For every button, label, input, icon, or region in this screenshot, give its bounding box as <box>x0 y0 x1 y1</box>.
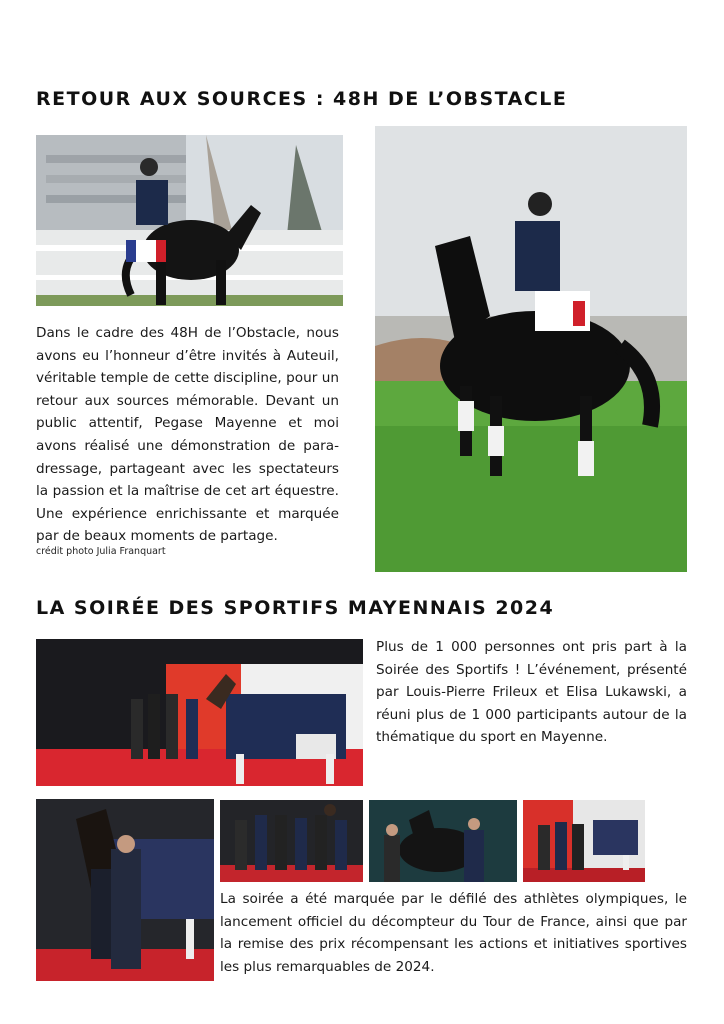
photo-horse-ceremony <box>369 800 517 882</box>
photo-horse-handler <box>36 799 214 981</box>
photo-athletes-group-2 <box>523 800 645 882</box>
section1-paragraph: Dans le cadre des 48H de l’Obstacle, nous avons eu l’honneur d’être invités à Auteuil, véritable temple de cette discipline, pour un retour aux sources mémorable. Devant un public attentif, Pegase Mayenne et moi avons réalisé une démonstration de para-dressage, partageant avec les spectateurs la passion et la maîtrise de cet art équestre. Une expérience enrichissante et marquée par de beaux moments de partage. <box>36 325 339 545</box>
section-title-soiree: LA SOIRÉE DES SPORTIFS MAYENNAIS 2024 <box>36 597 555 619</box>
photo-credit: crédit photo Julia Franquart <box>36 546 166 557</box>
section-title-48h: RETOUR AUX SOURCES : 48H DE L’OBSTACLE <box>36 88 568 110</box>
photo-rider-auteuil-stands <box>36 135 343 306</box>
section2-paragraph1: Plus de 1 000 personnes ont pris part à la Soirée des Sportifs ! L’événement, présenté par Louis-Pierre Frileux et Elisa Lukawski, a réuni plus de 1 000 participants autour de la thématique du sport en Mayenne. <box>376 639 687 746</box>
photo-horse-blanket-stage <box>36 639 363 786</box>
photo-athletes-group-1 <box>220 800 363 882</box>
photo-rider-grass <box>375 126 687 572</box>
section2-paragraph2: La soirée a été marquée par le défilé des athlètes olympiques, le lancement officiel du décompteur du Tour de France, ainsi que par la remise des prix récompensant les actions et initiatives sportives les plus remarquables de 2024. <box>220 891 687 975</box>
